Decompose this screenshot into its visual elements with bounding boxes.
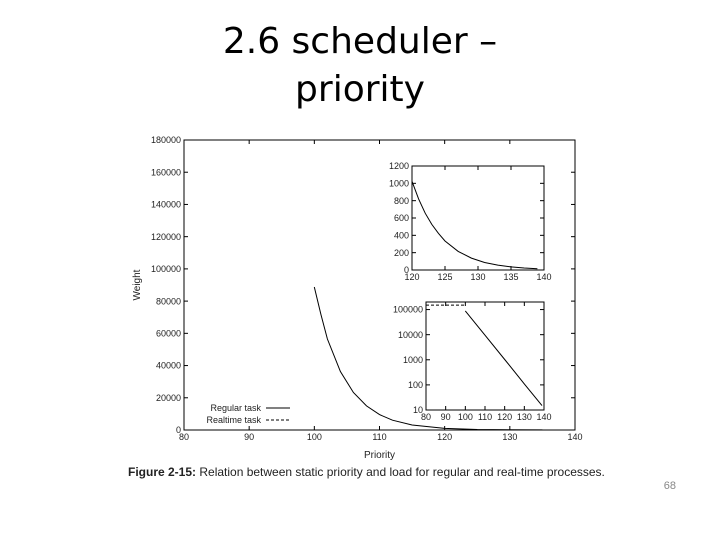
main-y-tick-label: 180000 (150, 135, 181, 146)
main-y-tick-label: 120000 (150, 231, 181, 242)
main-y-axis-label: Weight (132, 269, 143, 301)
inset-log-x-tick-label: 110 (477, 412, 493, 422)
inset-log-y-tick-label: 10000 (397, 329, 423, 340)
slide-title-line-1: 2.6 scheduler – (222, 21, 498, 62)
inset-log-y-tick-label: 10 (412, 405, 423, 416)
inset-linear-y-tick-label: 400 (393, 230, 409, 241)
inset-linear-plot-frame (412, 166, 544, 270)
main-x-tick-label: 80 (178, 432, 190, 442)
main-x-axis-label: Priority (363, 450, 396, 461)
legend-label: Realtime task (206, 415, 261, 425)
main-x-tick-label: 110 (372, 432, 387, 442)
inset-linear-y-tick-label: 600 (393, 213, 409, 224)
inset-log-y-tick-label: 100 (407, 380, 423, 391)
inset-log-y-tick-label: 100000 (392, 304, 423, 315)
figure-caption-label: Figure 2-15: (128, 465, 197, 479)
figure-caption (128, 465, 608, 479)
inset-log-y-tick-label: 1000 (402, 354, 423, 365)
main-x-tick-label: 100 (306, 432, 322, 442)
slide-title-line-2: priority (295, 69, 425, 110)
page-number: 68 (663, 480, 676, 492)
inset-linear-y-tick-label: 1000 (388, 178, 409, 189)
main-y-tick-label: 60000 (155, 328, 181, 339)
inset-linear-y-tick-label: 200 (393, 247, 409, 258)
main-y-tick-label: 20000 (155, 392, 181, 403)
inset-log-x-tick-label: 140 (536, 412, 552, 422)
inset-linear-x-tick-label: 120 (404, 272, 420, 282)
inset-log-x-tick-label: 100 (457, 412, 473, 422)
inset-linear-x-tick-label: 125 (437, 272, 453, 282)
main-y-tick-label: 80000 (155, 296, 181, 307)
inset-log-x-tick-label: 90 (440, 412, 451, 422)
inset-log-plot-frame (426, 302, 544, 410)
main-y-tick-label: 140000 (150, 199, 181, 210)
inset-log-x-tick-label: 80 (420, 412, 432, 422)
main-x-tick-label: 130 (502, 432, 518, 442)
inset-linear-y-tick-label: 0 (403, 265, 409, 276)
main-x-tick-label: 90 (244, 432, 255, 442)
inset-log-x-tick-label: 130 (516, 412, 532, 422)
figure-caption-text: Relation between static priority and load for regular and real-time processes. (196, 465, 605, 479)
inset-linear-x-tick-label: 135 (503, 272, 519, 282)
inset-linear-y-tick-label: 800 (393, 195, 409, 206)
main-y-tick-label: 40000 (155, 360, 181, 371)
main-x-tick-label: 120 (437, 432, 453, 442)
main-y-tick-label: 160000 (150, 167, 181, 178)
inset-log-x-tick-label: 120 (497, 412, 513, 422)
main-x-tick-label: 140 (567, 432, 583, 442)
inset-linear-x-tick-label: 140 (536, 272, 552, 282)
inset-linear-x-tick-label: 130 (470, 272, 486, 282)
inset-chart-linear (389, 161, 552, 282)
inset-linear-y-tick-label: 1200 (388, 161, 409, 172)
legend-label: Regular task (210, 403, 261, 413)
main-y-tick-label: 100000 (150, 264, 181, 275)
main-y-tick-label: 0 (175, 425, 181, 436)
